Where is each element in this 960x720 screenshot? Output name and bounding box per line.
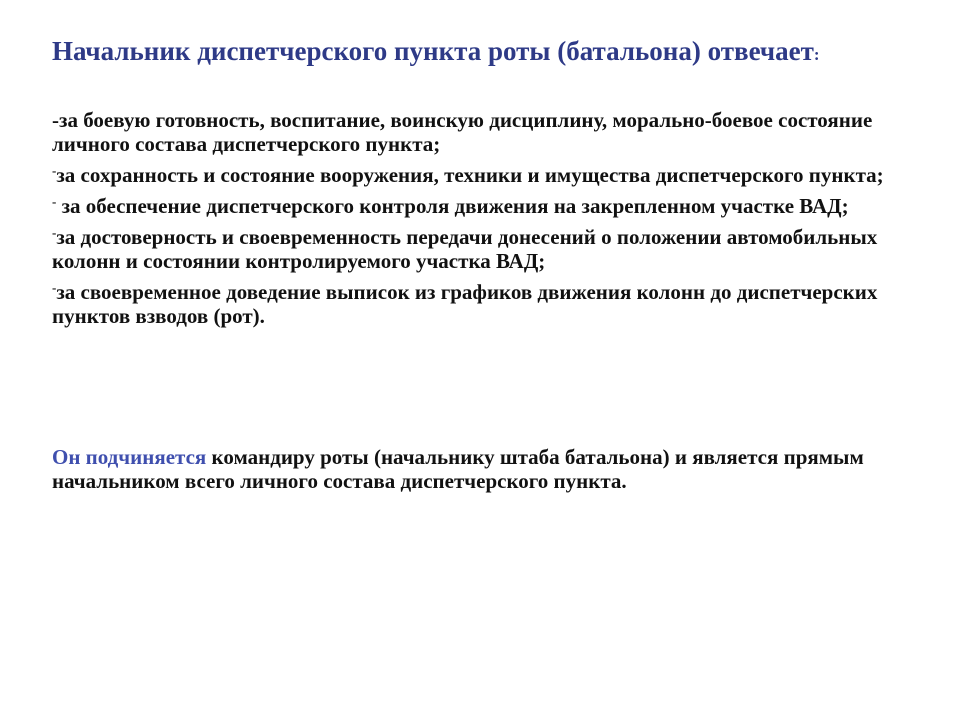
item-text: за боевую готовность, воспитание, воинскую дисциплину, морально-боевое состояние личного состава диспетчерского пункта; [52,108,873,156]
subordination-paragraph [52,445,932,493]
slide-title-colon: : [813,45,820,64]
responsibility-item [52,225,932,273]
item-dash: - [52,163,57,178]
item-text: за обеспечение диспетчерского контроля движения на закрепленном участке ВАД; [56,194,849,218]
item-text: за сохранность и состояние вооружения, техники и имущества диспетчерского пункта; [56,163,884,187]
item-text: за достоверность и своевременность передачи донесений о положении автомобильных колонн и состоянии контролируемого участка ВАД; [52,225,878,273]
responsibility-item [52,163,932,187]
item-dash: - [52,280,57,295]
slide-title-text: Начальник диспетчерского пункта роты (батальона) отвечает [52,36,814,66]
responsibility-item [52,280,932,328]
responsibility-item [52,108,932,156]
responsibility-list [52,108,932,335]
item-dash: - [52,194,57,209]
item-text: за своевременное доведение выписок из графиков движения колонн до диспетчерских пунктов взводов (рот). [52,280,878,328]
item-dash: - [52,108,59,132]
item-dash: - [52,225,57,240]
subordination-text: командиру роты (начальнику штаба батальона) и является прямым начальником всего личного состава диспетчерского пункта. [52,445,864,493]
responsibility-item [52,194,932,218]
subordination-lead: Он подчиняется [52,445,207,469]
slide-title [52,36,932,70]
